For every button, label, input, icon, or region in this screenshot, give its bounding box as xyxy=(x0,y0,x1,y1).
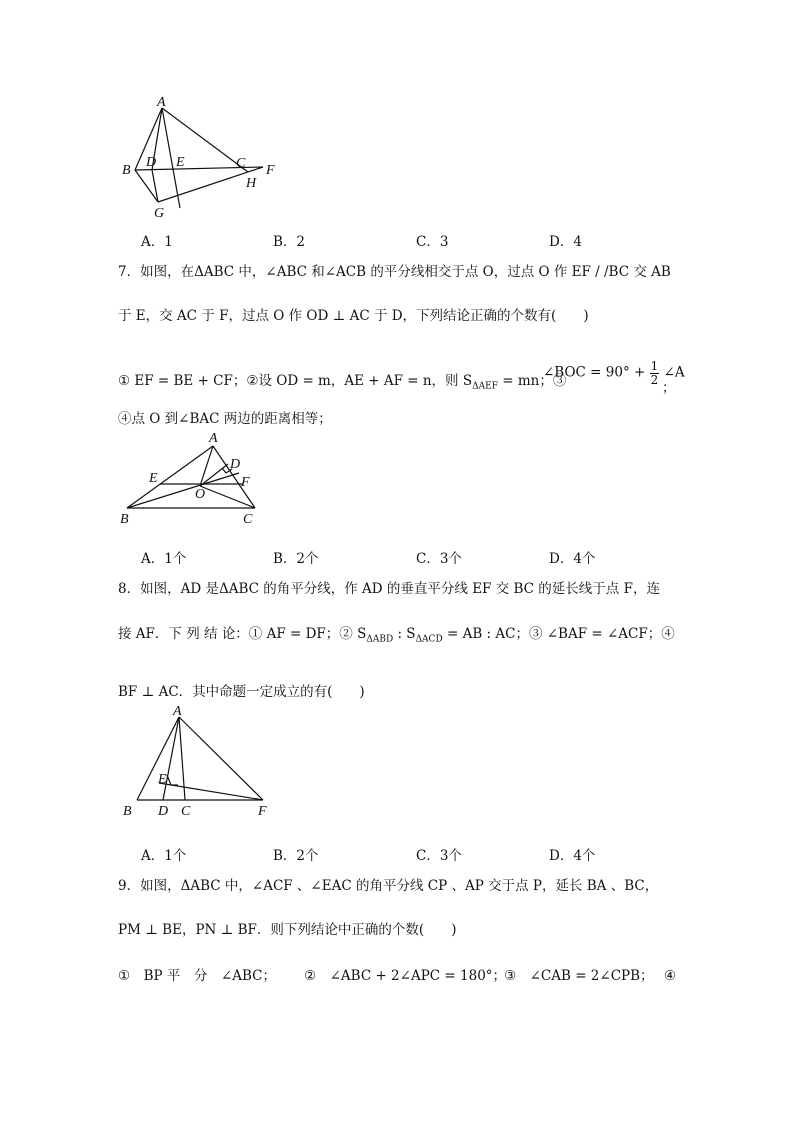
figure-6 xyxy=(110,90,290,225)
q9-line-2: PM ⊥ BE，PN ⊥ BF．则下列结论中正确的个数( ) xyxy=(118,922,457,938)
fig7-right-angle-1 xyxy=(222,468,226,473)
fig7-label-F: F xyxy=(241,475,250,490)
fig8-label-B: B xyxy=(123,804,132,819)
q7-line-2: 于 E，交 AC 于 F，过点 O 作 OD ⊥ AC 于 D，下列结论正确的个数有( ) xyxy=(118,308,589,324)
q7-fraction xyxy=(650,360,660,386)
fig6-label-G: G xyxy=(154,206,165,221)
q9-line-3c: ③ ∠CAB = 2∠CPB； xyxy=(504,968,654,984)
q7-option-a[interactable]: A．1个 xyxy=(141,551,187,567)
q8-line-2 xyxy=(118,628,675,645)
q6-option-c[interactable]: C．3 xyxy=(416,234,449,250)
q7-line-3e: ； xyxy=(662,380,676,396)
q9-line-3d: ④ xyxy=(664,968,677,984)
fig6-label-D: D xyxy=(146,155,157,170)
q8-line-2c: = AB : AC；③ ∠BAF = ∠ACF；④ xyxy=(442,626,675,642)
q7-line-3 xyxy=(118,375,566,392)
fig6-label-A: A xyxy=(157,95,166,110)
fig8-label-E: E xyxy=(158,772,167,787)
q8-line-2-sub1: ΔABD xyxy=(366,634,394,645)
fig8-line-AB xyxy=(137,717,179,800)
q8-line-2-sub2: ΔACD xyxy=(415,634,443,645)
q8-line-3: BF ⊥ AC．其中命题一定成立的有( ) xyxy=(118,684,365,700)
fig7-label-E: E xyxy=(149,471,158,486)
q7-frac-den: 2 xyxy=(650,372,659,387)
fig8-label-A: A xyxy=(173,704,182,719)
q9-line-3b: ② ∠ABC + 2∠APC = 180°； xyxy=(304,968,507,984)
fig6-label-H: H xyxy=(246,176,257,191)
q8-line-1: 8．如图，AD 是ΔABC 的角平分线，作 AD 的垂直平分线 EF 交 BC 的延长线于点 F，连 xyxy=(118,581,660,597)
q6-option-b[interactable]: B．2 xyxy=(273,234,306,250)
q7-line-3b: = mn；③ xyxy=(497,373,567,389)
q9-line-3a: ① BP 平 分 ∠ABC； xyxy=(118,968,276,984)
q7-line-3a: ① EF = BE + CF；②设 OD = m，AE + AF = n，则 S xyxy=(118,373,473,389)
q6-option-d[interactable]: D．4 xyxy=(549,234,582,250)
figure-8 xyxy=(115,703,285,823)
q8-line-2a: 接 AF．下 列 结 论：① AF = DF；② S xyxy=(118,626,367,642)
q7-line-1: 7．如图，在ΔABC 中，∠ABC 和∠ACB 的平分线相交于点 O，过点 O 作 EF / /BC 交 AB xyxy=(118,264,671,280)
fig6-label-F: F xyxy=(266,163,275,178)
q7-option-b[interactable]: B．2个 xyxy=(273,551,319,567)
q8-option-a[interactable]: A．1个 xyxy=(141,848,187,864)
fig7-line-BO xyxy=(127,473,239,508)
q6-option-a[interactable]: A．1 xyxy=(141,234,173,250)
fig7-label-A: A xyxy=(209,431,218,446)
q7-option-c[interactable]: C．3个 xyxy=(416,551,462,567)
q8-option-c[interactable]: C．3个 xyxy=(416,848,462,864)
fig7-label-C: C xyxy=(243,512,253,527)
fig7-line-AO xyxy=(200,446,213,486)
fig7-label-D: D xyxy=(230,457,241,472)
q7-line-3d: ∠A xyxy=(663,364,685,381)
q8-option-b[interactable]: B．2个 xyxy=(273,848,319,864)
fig6-label-B: B xyxy=(122,163,131,178)
q8-line-2b: : S xyxy=(393,626,416,642)
q7-option-d[interactable]: D．4个 xyxy=(549,551,596,567)
q9-line-1: 9．如图，ΔABC 中，∠ACF 、∠EAC 的角平分线 CP 、AP 交于点 P，延长 BA 、BC， xyxy=(118,878,659,894)
figure-7 xyxy=(115,430,275,530)
fig7-label-O: O xyxy=(195,487,206,502)
fig8-right-angle-1 xyxy=(167,775,171,785)
fig8-line-AF xyxy=(179,717,263,800)
fig8-line-AD xyxy=(163,717,179,800)
q7-line-4: ④点 O 到∠BAC 两边的距离相等； xyxy=(118,411,332,427)
fig6-label-E: E xyxy=(176,155,185,170)
fig7-label-B: B xyxy=(120,512,129,527)
fig6-label-C: C xyxy=(236,156,246,171)
q8-option-d[interactable]: D．4个 xyxy=(549,848,596,864)
fig8-label-F: F xyxy=(258,804,267,819)
fig8-label-C: C xyxy=(181,804,191,819)
fig8-label-D: D xyxy=(158,804,169,819)
q7-frac-num: 1 xyxy=(650,359,659,373)
q7-line-3-sub: ΔAEF xyxy=(472,381,498,392)
q7-line-3c: ∠BOC = 90° + xyxy=(543,364,646,381)
